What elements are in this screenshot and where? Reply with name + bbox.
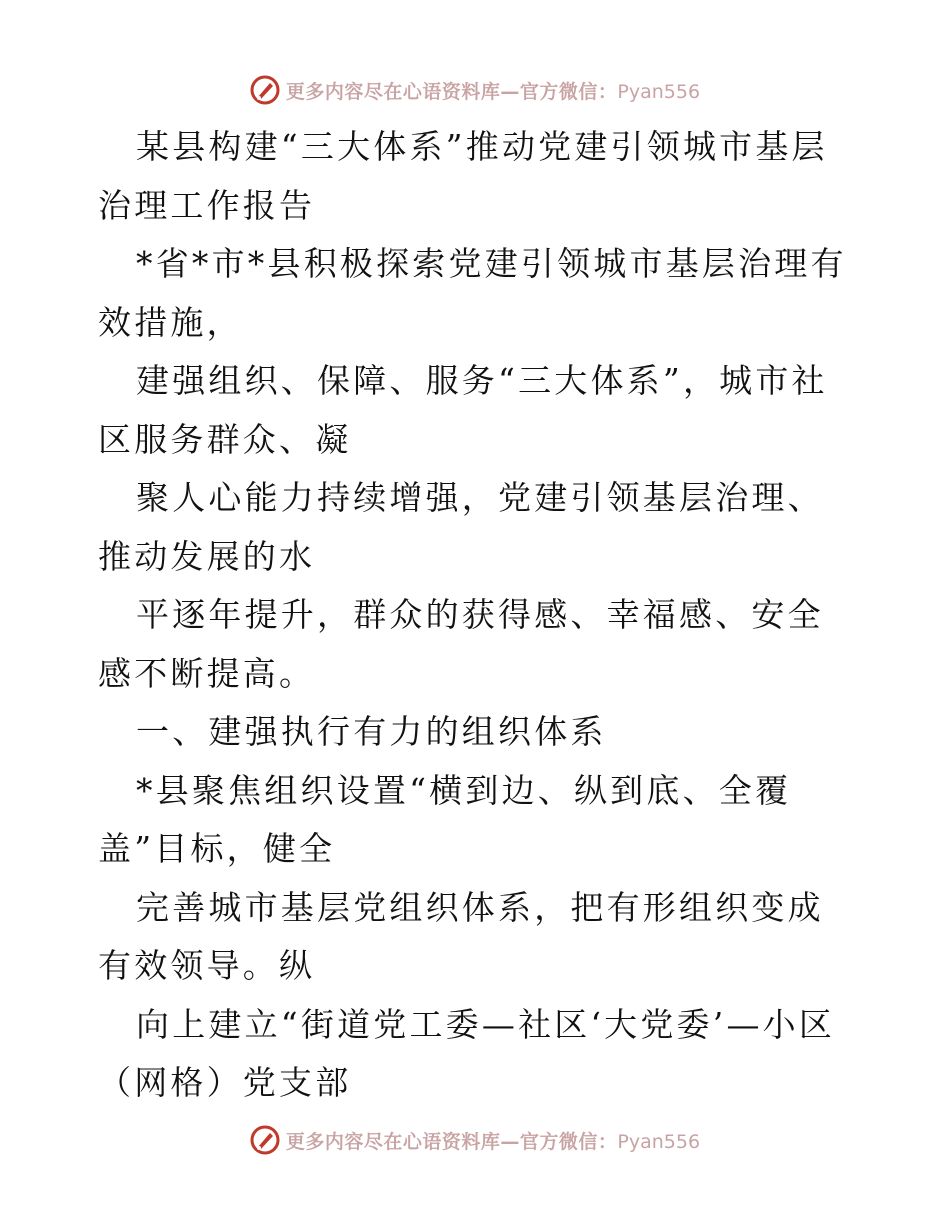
- document-title: 某县构建“三大体系”推动党建引领城市基层治理工作报告: [98, 127, 828, 225]
- pen-logo-icon: [250, 75, 280, 105]
- footer-banner: [0, 1120, 950, 1160]
- header-banner: [0, 70, 950, 110]
- header-banner-account: Pyan556: [617, 80, 701, 103]
- paragraph: 平逐年提升，群众的获得感、幸福感、安全感不断提高。: [98, 595, 824, 693]
- document-body: [98, 118, 858, 1113]
- paragraph: 完善城市基层党组织体系，把有形组织变成有效领导。纵: [98, 887, 824, 985]
- pen-logo-icon: [250, 1125, 280, 1155]
- header-banner-text: 更多内容尽在心语资料库—官方微信：Pyan556: [285, 80, 701, 103]
- footer-banner-account: Pyan556: [617, 1130, 701, 1153]
- footer-banner-text: 更多内容尽在心语资料库—官方微信：Pyan556: [285, 1130, 701, 1153]
- paragraph: 聚人心能力持续增强，党建引领基层治理、推动发展的水: [98, 478, 824, 576]
- paragraph: *县聚焦组织设置“横到边、纵到底、全覆盖”目标，健全: [98, 770, 792, 868]
- paragraph: *省*市*县积极探索党建引领城市基层治理有效措施，: [98, 244, 847, 342]
- paragraph: 向上建立“街道党工委—社区‘大党委’—小区（网格）党支部: [98, 1004, 836, 1102]
- paragraph: 建强组织、保障、服务“三大体系”，城市社区服务群众、凝: [98, 361, 828, 459]
- section-heading: 一、建强执行有力的组织体系: [136, 712, 607, 751]
